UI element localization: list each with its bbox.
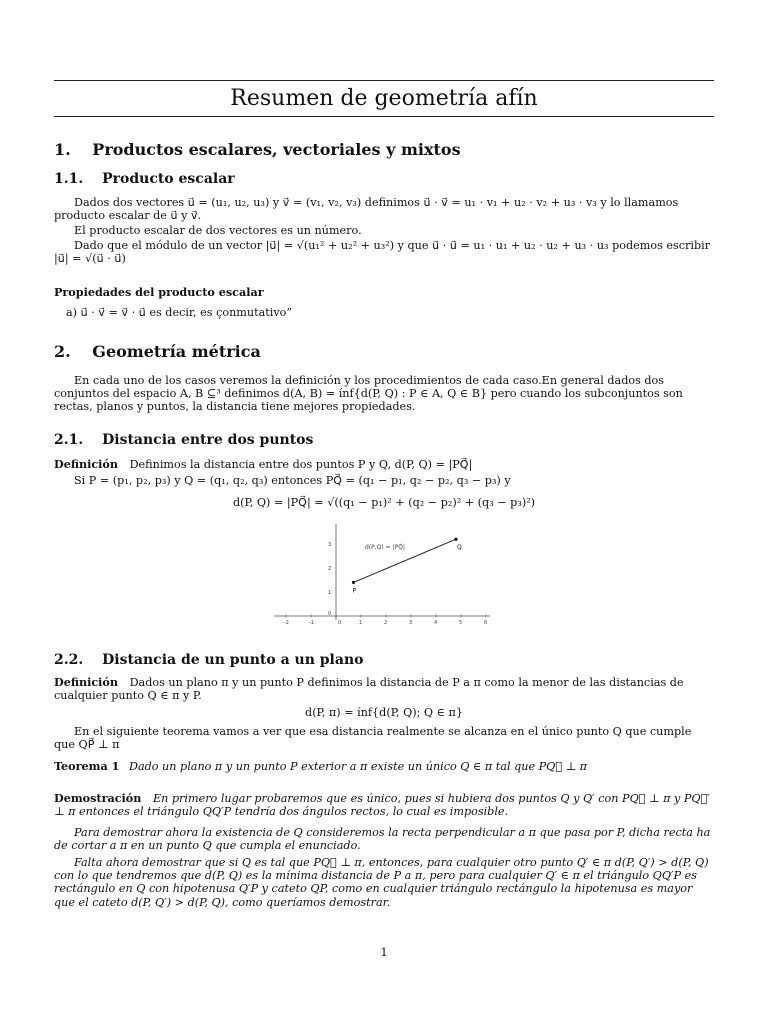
x-tick-label: 6 [484,620,488,626]
paragraph: En el siguiente teorema vamos a ver que esa distancia realmente se alcanza en el único punto Q que cumple que QP⃗ ⊥ π [54,725,692,752]
point-q-label: Q [457,544,462,552]
definition-label: Definición [54,457,118,471]
subsection-number: 1.1. [54,171,84,187]
section-number: 1. [54,140,71,159]
theorem [54,760,714,773]
proof-label: Demostración [54,791,142,805]
document-title: Resumen de geometría afín [230,86,538,111]
x-tick-label: -1 [309,620,314,626]
x-tick-label: 4 [434,620,438,626]
definition-label: Definición [54,675,118,689]
subsection-2-1-heading [54,432,313,448]
section-number: 2. [54,342,71,361]
section-2-heading [54,342,261,361]
subsection-number: 2.1. [54,432,84,448]
definition-text: Dados un plano π y un punto P definimos la distancia de P a π como la menor de las distancias de cualquier punto Q ∈ π y P. [54,676,684,703]
title-rule [54,116,714,117]
proof-paragraph: En primero lugar probaremos que es único, pues si hubiera dos puntos Q y Q′ con PQ⃗ ⊥ π y PQ⃗′ ⊥ π entonces el triángulo QQ′P tendría dos ángulos rectos, lo cual es imposible. [54,792,710,819]
theorem-label: Teorema 1 [54,759,120,773]
x-tick-label: -2 [284,620,289,626]
subsection-number: 2.2. [54,652,84,668]
point-p-label: P [352,587,357,595]
point-q [454,538,457,541]
proof [54,792,714,818]
proof-paragraph: Para demostrar ahora la existencia de Q consideremos la recta perpendicular a π que pasa por P, dicha recta ha de cortar a π en un punto Q que cumpla el enunciado. [54,826,711,853]
top-rule [54,80,714,81]
proof-paragraph: Falta ahora demostrar que si Q es tal que PQ⃗ ⊥ π, entonces, para cualquier otro punto Q′ ∈ π d(P, Q′) > d(P, Q) con lo que tendremos que d(P, Q) es la mínima distancia de P a π, pero para cualquier Q′ ∈ π el triángulo QQ′P es rectángulo en Q con hipotenusa Q′P y cateto QP, como en cualquier triángulo rectángulo la hipotenusa es mayor que el cateto d(P, Q′) > d(P, Q), como queríamos demostrar. [54,856,709,909]
section-title: Geometría métrica [92,342,261,361]
y-tick-label: 3 [328,542,332,548]
subsection-title: Distancia entre dos puntos [102,432,314,448]
paragraph: El producto escalar de dos vectores es un número. [74,224,362,237]
subsection-title: Distancia de un punto a un plano [102,652,364,668]
paragraph: Dados dos vectores u⃗ = (u₁, u₂, u₃) y v⃗ = (v₁, v₂, v₃) definimos u⃗ · v⃗ = u₁ · v₁ + u₂ · v₂ + u₃ · v₃ y lo llamamos producto escalar de u⃗ y v⃗. [54,196,679,223]
paragraph: En cada uno de los casos veremos la definición y los procedimientos de cada caso.En general dados dos conjuntos del espacio A, B ⊆³ definimos d(A, B) = ínf{d(P, Q) : P ∈ A, Q ∈ B} pero cuando los subconjuntos son rectas, planos y puntos, la distancia tiene mejores propiedades. [54,374,683,414]
subsection-title: Producto escalar [102,171,235,187]
distance-figure [270,520,495,632]
y-tick-labels [328,542,331,617]
section-1-heading [54,140,461,159]
y-tick-label: 2 [328,566,332,572]
paragraph: Si P = (p₁, p₂, p₃) y Q = (q₁, q₂, q₃) entonces PQ⃗ = (q₁ − p₁, q₂ − p₂, q₃ − p₃) y [74,474,511,487]
subsection-1-1-heading [54,171,235,187]
x-tick-label: 3 [409,620,413,626]
properties-heading: Propiedades del producto escalar [54,285,264,299]
section-title: Productos escalares, vectoriales y mixtos [92,140,461,159]
x-tick-label: 0 [338,620,342,626]
subsection-2-2-heading [54,652,363,668]
distance-annotation: d(P,Q) = |PQ⃗| [365,544,405,551]
point-p [352,581,355,584]
y-tick-label: 1 [328,590,332,596]
definition-text: Definimos la distancia entre dos puntos P y Q, d(P, Q) = |PQ⃗| [129,458,473,471]
definition [54,458,714,471]
y-tick-label: 0 [328,611,332,617]
page-number: 1 [380,946,388,959]
theorem-text: Dado un plano π y un punto P exterior a π existe un único Q ∈ π tal que PQ⃗ ⊥ π [128,760,588,773]
x-tick-label: 2 [384,620,388,626]
paragraph: Dado que el módulo de un vector |u⃗| = √(u₁² + u₂² + u₃²) y que u⃗ · u⃗ = u₁ · u₁ + u₂ · u₂ + u₃ · u₃ podemos escribir |u⃗| = √(u⃗ · u⃗) [54,239,711,266]
property-item: a) u⃗ · v⃗ = v⃗ · u⃗ es decir, es çonmutativo” [66,306,293,319]
x-tick-label: 1 [359,620,363,626]
x-tick-label: 5 [459,620,463,626]
distance-plane-formula: d(P, π) = ínf{d(P, Q); Q ∈ π} [305,706,463,719]
definition [54,676,714,702]
distance-formula: d(P, Q) = |PQ⃗| = √((q₁ − p₁)² + (q₂ − p₂)² + (q₃ − p₃)²) [232,496,536,509]
